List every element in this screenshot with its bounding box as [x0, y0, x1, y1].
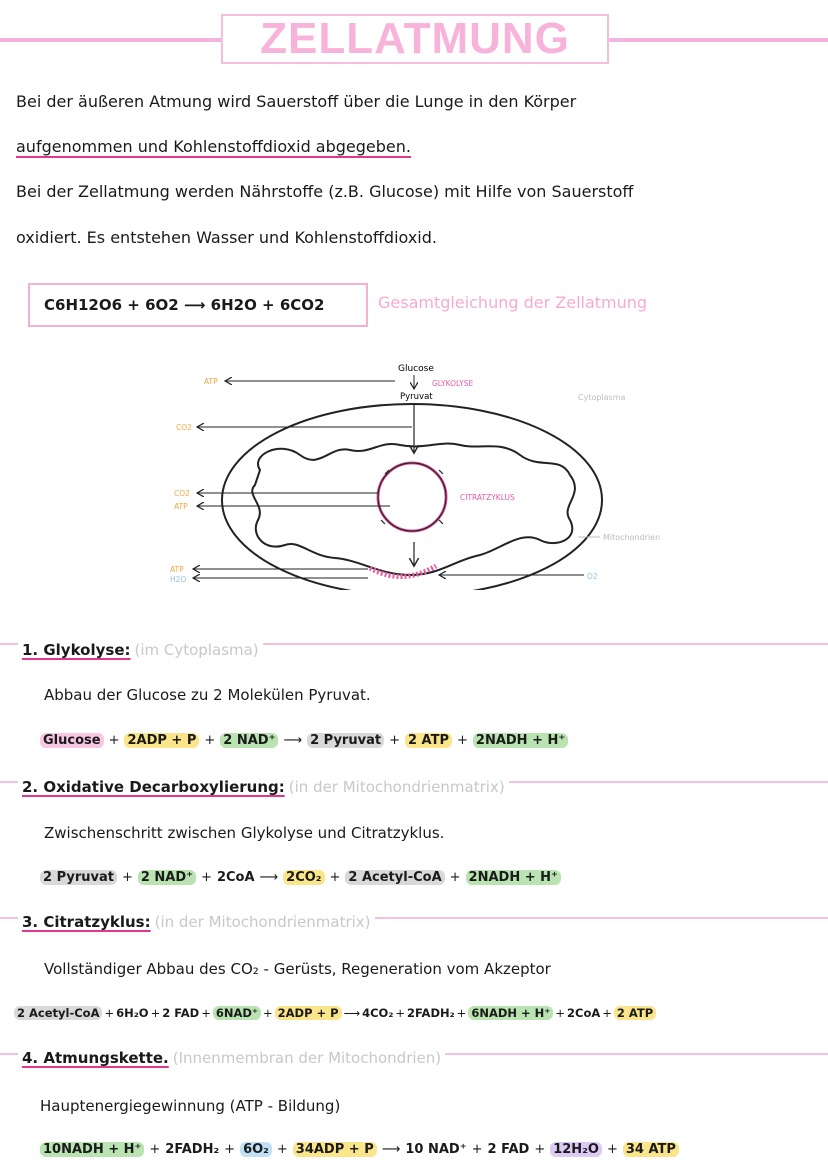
section-1-title: 1. Glykolyse: [22, 641, 131, 659]
section-3-reaction: 2 Acetyl-CoA + 6H₂O + 2 FAD + 6NAD⁺ + 2ADP + P ⟶ 4CO₂ + 2FADH₂ + 6NADH + H⁺ + 2CoA + 2 ATP [14, 1006, 656, 1020]
reaction-term: 2 FAD [162, 1006, 200, 1020]
section-4-reaction: 10NADH + H⁺ + 2FADH₂ + 6O₂ + 34ADP + P ⟶ 10 NAD⁺ + 2 FAD + 12H₂O + 34 ATP [40, 1142, 679, 1157]
reaction-term: 2NADH + H⁺ [466, 870, 561, 885]
section-4-note: (Innenmembran der Mitochondrien) [172, 1049, 442, 1067]
reaction-term: Glucose [40, 733, 104, 748]
section-4-text: Hauptenergiegewinnung (ATP - Bildung) [40, 1097, 341, 1115]
reaction-term: 2 ATP [614, 1006, 656, 1020]
section-1-text: Abbau der Glucose zu 2 Molekülen Pyruvat. [44, 686, 371, 704]
reaction-term: 2CoA [216, 870, 255, 885]
title-box [221, 14, 609, 64]
reaction-term: 2ADP + P [124, 733, 199, 748]
reaction-term: 34 ATP [623, 1142, 679, 1157]
reaction-term: 12H₂O [550, 1142, 602, 1157]
reaction-term: 2ADP + P [275, 1006, 342, 1020]
reaction-term: 2 ATP [405, 733, 452, 748]
overall-equation-box [28, 283, 368, 327]
intro-line-4: oxidiert. Es entstehen Wasser und Kohlenstoffdioxid. [16, 228, 437, 247]
reaction-term: 2 NAD⁺ [220, 733, 278, 748]
diagram-co2-2: CO2 [174, 489, 190, 498]
reaction-term: 2 Acetyl-CoA [345, 870, 444, 885]
page-title: ZELLATMUNG [260, 14, 570, 63]
diagram-pyruvat: Pyruvat [400, 392, 433, 402]
reaction-term: 2FADH₂ [165, 1142, 220, 1157]
section-4-title: 4. Atmungskette. [22, 1049, 169, 1067]
section-3-text: Vollständiger Abbau des CO₂ - Gerüsts, Regeneration vom Akzeptor [44, 960, 551, 978]
section-1-reaction: Glucose + 2ADP + P + 2 NAD⁺ ⟶ 2 Pyruvat + 2 ATP + 2NADH + H⁺ [40, 733, 568, 748]
reaction-term: 6H₂O [116, 1006, 149, 1020]
intro-line-2: aufgenommen und Kohlenstoffdioxid abgegeben. [16, 137, 411, 156]
reaction-term: 2CO₂ [283, 870, 324, 885]
mitochondrion-outer-membrane [222, 404, 602, 590]
intro-line-1: Bei der äußeren Atmung wird Sauerstoff über die Lunge in den Körper [16, 92, 577, 111]
reaction-term: 2CoA [567, 1006, 601, 1020]
section-2-reaction: 2 Pyruvat + 2 NAD⁺ + 2CoA ⟶ 2CO₂ + 2 Acetyl-CoA + 2NADH + H⁺ [40, 870, 561, 885]
diagram-glykolyse: GLYKOLYSE [432, 379, 474, 388]
diagram-o2: O2 [587, 572, 598, 581]
section-1-note: (im Cytoplasma) [134, 641, 259, 659]
reaction-term: 2 FAD [487, 1142, 530, 1157]
reaction-term: 10 NAD⁺ [405, 1142, 467, 1157]
reaction-term: 6NADH + H⁺ [468, 1006, 553, 1020]
reaction-term: 2 NAD⁺ [138, 870, 196, 885]
reaction-term: 2NADH + H⁺ [473, 733, 568, 748]
diagram-atp-1: ATP [204, 377, 218, 386]
section-2-title: 2. Oxidative Decarboxylierung: [22, 778, 285, 796]
section-3-heading [18, 913, 375, 931]
overall-equation: C6H12O6 + 6O2 ⟶ 6H2O + 6CO2 [44, 296, 325, 314]
title-rule-left [0, 38, 221, 42]
diagram-citratzyklus: CITRATZYKLUS [460, 493, 515, 502]
reaction-term: 2 Pyruvat [307, 733, 384, 748]
reaction-term: 4CO₂ [362, 1006, 394, 1020]
section-3-note: (in der Mitochondrienmatrix) [154, 913, 371, 931]
section-3-title: 3. Citratzyklus: [22, 913, 151, 931]
reaction-term: 2 Acetyl-CoA [14, 1006, 102, 1020]
reaction-term: 2FADH₂ [407, 1006, 455, 1020]
intro-line-3: Bei der Zellatmung werden Nährstoffe (z.B. Glucose) mit Hilfe von Sauerstoff [16, 182, 634, 201]
section-2-heading [18, 778, 509, 796]
reaction-term: 34ADP + P [293, 1142, 377, 1157]
overall-equation-label: Gesamtgleichung der Zellatmung [378, 293, 648, 312]
reaction-term: 6NAD⁺ [213, 1006, 261, 1020]
diagram-atp-3: ATP [170, 565, 184, 574]
diagram-glucose: Glucose [398, 364, 434, 374]
reaction-term: 10NADH + H⁺ [40, 1142, 144, 1157]
cell-respiration-diagram [0, 350, 828, 590]
diagram-mitochondrien: Mitochondrien [603, 533, 661, 542]
diagram-cytoplasma: Cytoplasma [578, 393, 626, 402]
diagram-co2-1: CO2 [176, 423, 192, 432]
title-rule-right [609, 38, 828, 42]
reaction-term: 6O₂ [240, 1142, 272, 1157]
section-1-heading [18, 641, 263, 659]
section-4-heading [18, 1049, 445, 1067]
diagram-atp-2: ATP [174, 502, 188, 511]
diagram-h2o: H2O [170, 575, 187, 584]
section-2-text: Zwischenschritt zwischen Glykolyse und Citratzyklus. [44, 824, 445, 842]
reaction-term: 2 Pyruvat [40, 870, 117, 885]
section-2-note: (in der Mitochondrienmatrix) [288, 778, 505, 796]
